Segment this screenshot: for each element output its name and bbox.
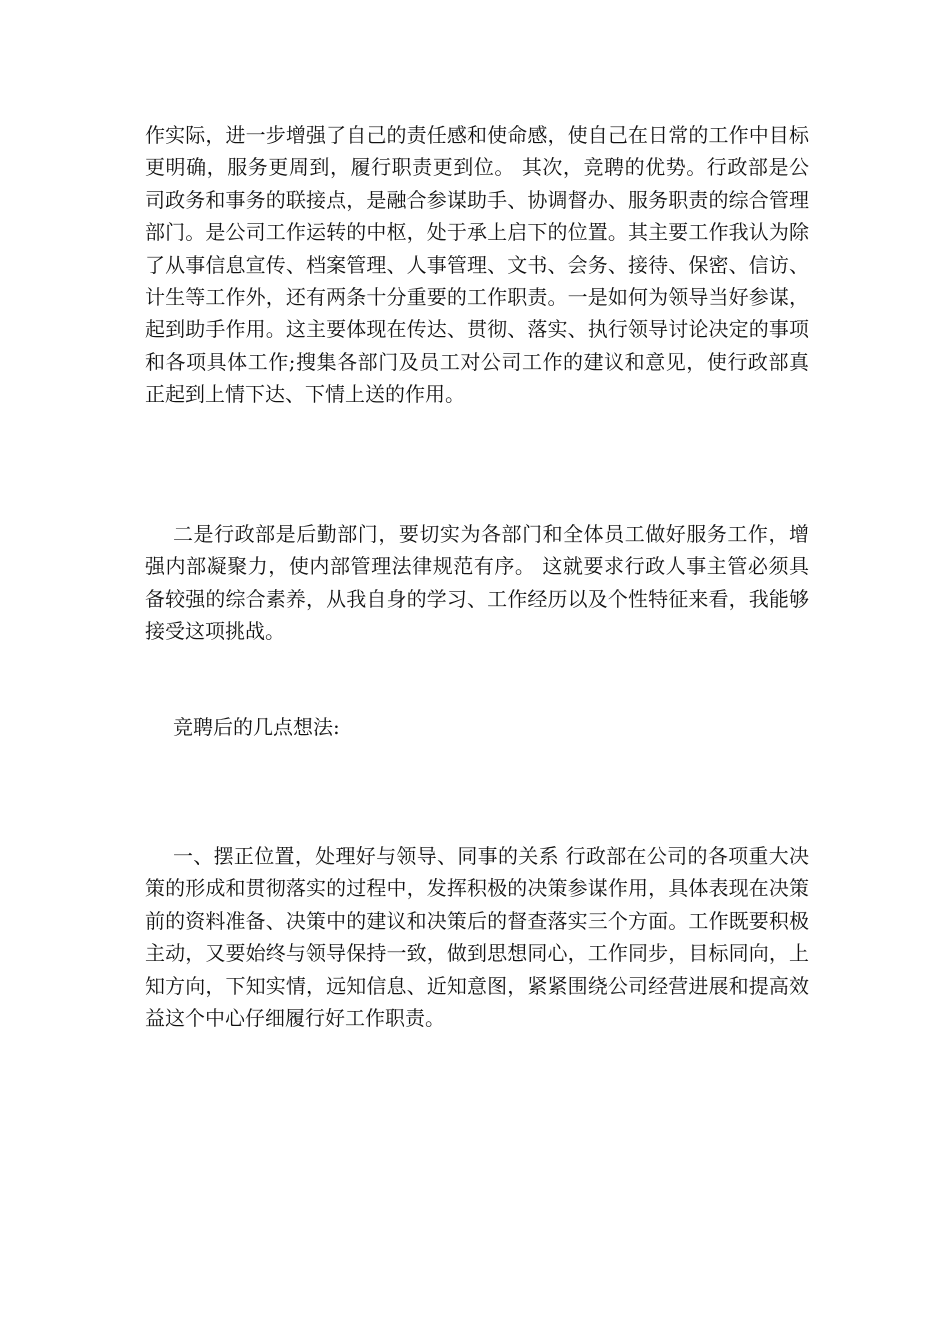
section-heading: 竞聘后的几点想法: bbox=[173, 715, 340, 739]
paragraph-logistics: 二是行政部是后勤部门，要切实为各部门和全体员工做好服务工作，增强内部凝聚力，使内部管理法律规范有序。 这就要求行政人事主管必须具备较强的综合素养，从我自身的学习、工作经历以及个性特征来看，我能够接受这项挑战。 bbox=[145, 522, 809, 644]
paragraph-continuation: 作实际，进一步增强了自己的责任感和使命感，使自己在日常的工作中目标更明确，服务更周到，履行职责更到位。 其次，竞聘的优势。行政部是公司政务和事务的联接点，是融合参谋助手、协调督办、服务职责的综合管理部门。是公司工作运转的中枢，处于承上启下的位置。其主要工作我认为除了从事信息宣传、档案管理、人事管理、文书、会务、接待、保密、信访、计生等工作外，还有两条十分重要的工作职责。一是如何为领导当好参谋，起到助手作用。这主要体现在传达、贯彻、落实、执行领导讨论决定的事项和各项具体工作;搜集各部门及员工对公司工作的建议和意见，使行政部真正起到上情下达、下情上送的作用。 bbox=[145, 123, 809, 407]
paragraph-position: 一、摆正位置，处理好与领导、同事的关系 行政部在公司的各项重大决策的形成和贯彻落实的过程中，发挥积极的决策参谋作用，具体表现在决策前的资料准备、决策中的建议和决策后的督查落实三个方面。工作既要积极主动，又要始终与领导保持一致，做到思想同心，工作同步，目标同向，上知方向，下知实情，远知信息、近知意图，紧紧围绕公司经营进展和提高效益这个中心仔细履行好工作职责。 bbox=[145, 844, 809, 1031]
